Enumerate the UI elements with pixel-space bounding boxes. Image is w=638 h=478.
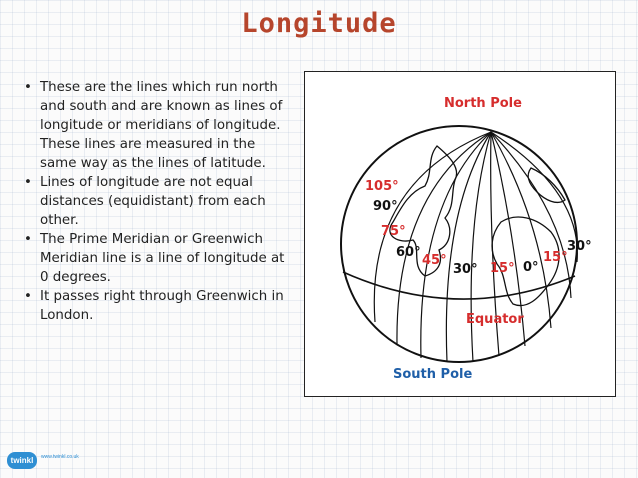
bullet-list <box>22 78 290 325</box>
south-pole-label: South Pole <box>393 367 473 382</box>
north-pole-label: North Pole <box>444 96 522 111</box>
equator-label: Equator <box>466 312 524 327</box>
degree-label-75: 75° <box>381 224 406 239</box>
degree-label-105: 105° <box>365 179 399 194</box>
degree-label-30-east: 30° <box>567 239 592 254</box>
degree-label-0: 0° <box>523 260 539 275</box>
bullet-item: • These are the lines which run north and south and are known as lines of longitude or meridians of longitude. These lines are measured in the same way as the lines of latitude. <box>22 78 290 173</box>
degree-label-30-west: 30° <box>453 262 478 277</box>
globe-diagram <box>305 72 617 398</box>
degree-label-90: 90° <box>373 199 398 214</box>
globe-diagram-frame <box>304 71 616 397</box>
bullet-item: • It passes right through Greenwich in London. <box>22 287 290 325</box>
twinkl-logo: twinkl <box>7 452 37 469</box>
degree-label-60: 60° <box>396 245 421 260</box>
degree-label-45: 45° <box>422 253 447 268</box>
bullet-item: • Lines of longitude are not equal distances (equidistant) from each other. <box>22 173 290 230</box>
degree-label-15-west: 15° <box>490 261 515 276</box>
degree-label-15-east: 15° <box>543 250 568 265</box>
page-title: Longitude <box>241 8 397 39</box>
globe-outline <box>341 126 577 362</box>
site-url[interactable]: www.twinkl.co.uk <box>41 454 79 460</box>
bullet-item: • The Prime Meridian or Greenwich Meridian line is a line of longitude at 0 degrees. <box>22 230 290 287</box>
